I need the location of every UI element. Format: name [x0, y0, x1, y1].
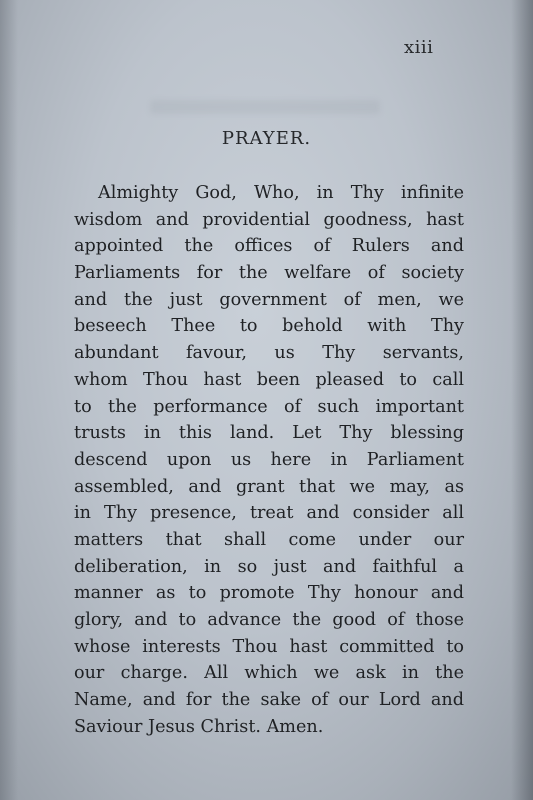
text-line: in Thy presence, treat and consider all [74, 503, 464, 524]
text-line: deliberation, in so just and faithful a [74, 556, 464, 577]
bleed-through-text [150, 100, 380, 114]
text-line: assembled, and grant that we may, as [74, 476, 464, 497]
page-number: xiii [404, 37, 434, 58]
prayer-heading: PRAYER. [221, 128, 312, 149]
page-edge-shadow [511, 0, 533, 800]
text-line: wisdom and providential goodness, hast [74, 209, 464, 230]
text-line: whom Thou hast been pleased to call [74, 369, 464, 390]
text-line: to the performance of such important [74, 396, 464, 417]
text-line: our charge. All which we ask in the [74, 663, 464, 684]
text-line: matters that shall come under our [74, 529, 464, 550]
text-line: whose interests Thou hast committed to [74, 636, 464, 657]
text-line: appointed the offices of Rulers and [74, 236, 464, 257]
page-gutter-shadow [0, 0, 18, 800]
text-line: Name, and for the sake of our Lord and [74, 690, 464, 711]
text-line: abundant favour, us Thy servants, [74, 343, 464, 364]
text-line: Parliaments for the welfare of society [74, 263, 464, 284]
text-line: trusts in this land. Let Thy blessing [74, 423, 464, 444]
text-line: glory, and to advance the good of those [74, 610, 464, 630]
text-line: Saviour Jesus Christ. Amen. [74, 716, 324, 737]
text-line: manner as to promote Thy honour and [74, 583, 464, 604]
text-line: beseech Thee to behold with Thy [74, 316, 464, 337]
text-line: descend upon us here in Parliament [74, 449, 464, 470]
text-line: Almighty God, Who, in Thy infinite [98, 183, 464, 203]
prayer-body [74, 180, 464, 740]
text-line: and the just government of men, we [74, 289, 464, 310]
